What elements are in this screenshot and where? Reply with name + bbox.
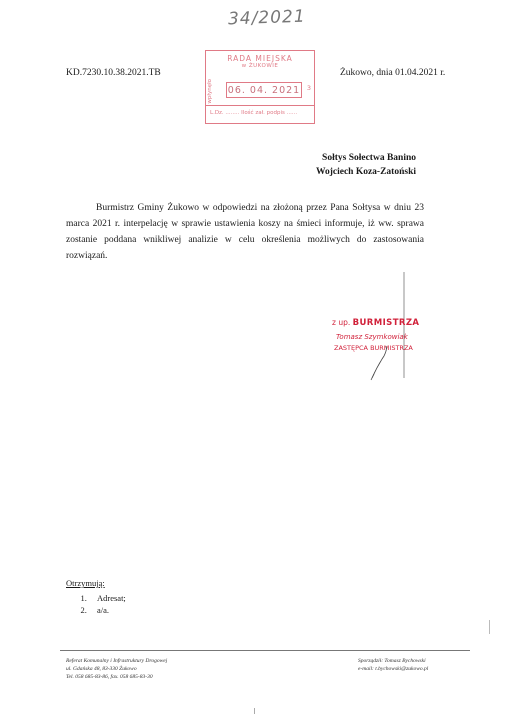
footer-address: ul. Gdańska 48, 83-330 Żukowo: [66, 666, 137, 672]
distribution-items: [66, 592, 126, 616]
recipient-block: [316, 151, 416, 179]
signature-stamp: [324, 314, 454, 404]
footer-email: e-mail: t.bychowski@zukowo.pl: [358, 666, 429, 672]
signature-role: ZASTĘPCA BURMISTRZA: [334, 344, 413, 352]
handwritten-registry-number: 34/2021: [227, 6, 306, 30]
case-reference: KD.7230.10.38.2021.TB: [66, 68, 161, 78]
bottom-mark: [254, 708, 255, 714]
signature-title: BURMISTRZA: [352, 318, 420, 328]
distribution-list: [66, 578, 126, 616]
recipient-line-2: Wojciech Koza-Zatoński: [315, 167, 416, 177]
distribution-title: Otrzymują:: [66, 578, 105, 588]
stamp-divider: [206, 105, 314, 106]
signature-prefix: z up.: [332, 318, 351, 327]
stamp-subtitle: w ŻUKOWIE: [241, 63, 279, 69]
stamp-side-label: wpłynęło: [207, 79, 213, 104]
recipient-line-1: Sołtys Sołectwa Banino: [322, 153, 416, 163]
distribution-item: 1. Adresat;: [89, 592, 126, 604]
letter-date: Żukowo, dnia 01.04.2021 r.: [340, 68, 446, 78]
footer-divider: [60, 650, 470, 651]
stamp-footer: L.Dz. ........ Ilość zał. podpis ......: [210, 110, 298, 116]
footer-contact: [358, 657, 428, 673]
stamp-title: RADA MIEJSKA: [227, 54, 293, 63]
stamp-received-date: 06. 04. 2021: [226, 82, 302, 98]
signature-name: Tomasz Szymkowiak: [336, 333, 408, 341]
distribution-item: 2. a/a.: [89, 604, 126, 616]
stamp-number-box: 3: [306, 84, 311, 92]
footer-dept-name: Referat Komunalny i Infrastruktury Drogowej: [66, 658, 168, 664]
footer-department: [66, 657, 167, 681]
letter-body: Burmistrz Gminy Żukowo w odpowiedzi na złożoną przez Pana Sołtysa w dniu 23 marca 2021 r. interpelację w sprawie ustawienia koszy na śmieci informuje, iż ww. sprawa zostanie poddana wnikliwej analizie w celu określenia możliwych do zastosowania rozwiązań.: [66, 203, 424, 261]
margin-mark: [489, 620, 490, 634]
handwritten-signature-icon: [324, 314, 454, 404]
received-stamp: [205, 50, 315, 124]
footer-phone: Tel. 058 685-83-86, fax. 058 685-83-30: [66, 674, 153, 680]
footer-prepared-by: Sporządził: Tomasz Bychowski: [358, 658, 426, 664]
